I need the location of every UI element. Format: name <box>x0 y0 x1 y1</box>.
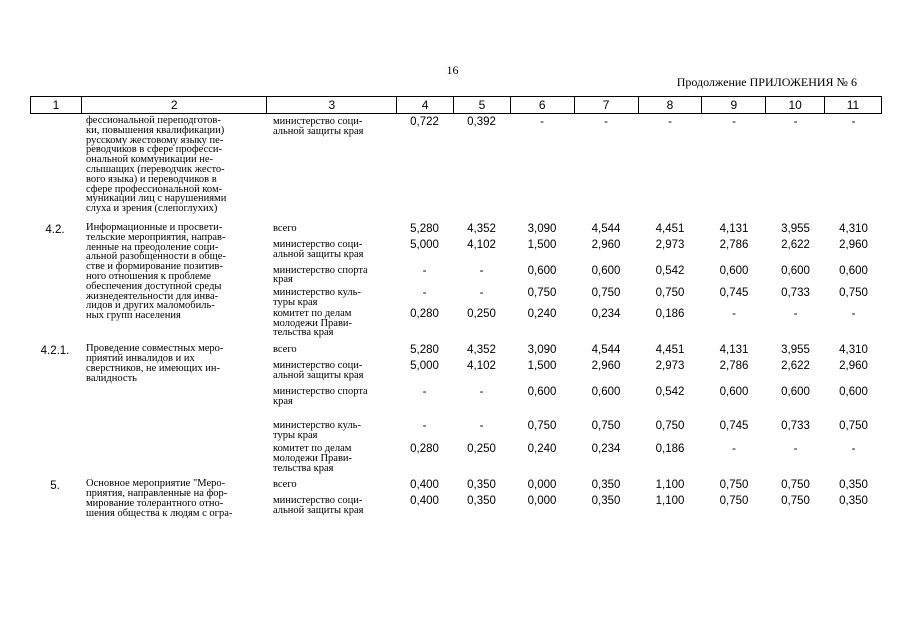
amount-cell: 0,000 <box>527 495 557 508</box>
amount-cell: 0,542 <box>655 264 685 277</box>
amount-cell: 4,544 <box>591 344 621 357</box>
amount-cell: 0,400 <box>410 495 439 508</box>
executor-lines <box>266 479 882 516</box>
amount-cell: 3,955 <box>781 344 810 357</box>
amount-cell: 4,310 <box>839 344 868 357</box>
amount-cell: 0,733 <box>781 420 810 433</box>
amount-cell: 4,451 <box>655 222 685 235</box>
amount-cell: 0,350 <box>839 479 868 492</box>
row-index: 5. <box>50 480 60 493</box>
executor-name: всего <box>273 479 297 491</box>
amount-cell: 0,600 <box>839 264 868 277</box>
column-number-header <box>30 96 882 114</box>
column-header: 2 <box>81 97 267 113</box>
amount-cell: 2,786 <box>719 360 749 373</box>
executor-row <box>266 308 882 338</box>
amount-cell: 0,350 <box>467 479 496 492</box>
amount-cell: 0,750 <box>655 287 685 300</box>
amount-cell: - <box>793 307 798 320</box>
executor-name: всего <box>273 344 297 356</box>
amount-cell: 0,000 <box>527 479 557 492</box>
executor-name: комитет по делам молодежи Прави- тельства края <box>273 442 353 474</box>
amount-cell: - <box>668 116 672 128</box>
amount-cell: 1,500 <box>527 360 557 373</box>
amount-cell: - <box>732 116 736 128</box>
amount-cell: 1,100 <box>655 495 685 508</box>
amount-cell: 0,750 <box>655 420 685 433</box>
row-index: 4.2. <box>45 223 65 236</box>
amount-cell: 0,250 <box>467 442 496 455</box>
column-header: 7 <box>574 97 638 113</box>
amount-cell: - <box>732 442 736 455</box>
amount-cell: 2,973 <box>655 238 685 251</box>
executor-name: министерство соци- альной защиты края <box>273 116 364 137</box>
amount-cell: 2,960 <box>591 238 621 251</box>
amount-cell: 0,600 <box>781 264 810 277</box>
amount-cell: 0,542 <box>655 385 685 398</box>
column-header: 10 <box>765 97 824 113</box>
amount-cell: 4,102 <box>467 360 496 373</box>
amount-cell: 4,131 <box>719 222 749 235</box>
amount-cell: 3,090 <box>527 222 557 235</box>
measure-description: фессиональной переподготов- ки, повышения квалификации) русскому жестовому языку пе- реводчиков в сфере професси- ональной коммуникации не- слышащих (переводчик жесто- вого языка) и переводчиков в сфере профессиональной ком- муникации лиц с нарушениями слуха и зрения (слепоглухих) <box>86 115 227 215</box>
amount-cell: 5,280 <box>410 222 439 235</box>
amount-cell: 4,352 <box>467 344 496 357</box>
executor-lines <box>266 116 882 137</box>
amount-cell: 2,960 <box>839 360 868 373</box>
amount-cell: - <box>851 442 856 455</box>
amount-cell: - <box>422 420 427 433</box>
amount-cell: 5,000 <box>410 360 439 373</box>
amount-cell: 0,750 <box>781 479 810 492</box>
amount-cell: 0,750 <box>527 287 557 300</box>
amount-cell: 0,186 <box>655 307 685 320</box>
amount-cell: 3,090 <box>527 344 557 357</box>
table-row <box>30 114 882 214</box>
amount-cell: 0,750 <box>719 495 749 508</box>
row-index: 4.2.1. <box>40 345 70 358</box>
appendix-continuation-label: Продолжение ПРИЛОЖЕНИЯ № 6 <box>676 75 857 89</box>
executor-lines <box>266 223 882 338</box>
executor-name: министерство соци- альной защиты края <box>273 495 364 517</box>
column-header: 9 <box>701 97 765 113</box>
amount-cell: 4,310 <box>839 222 868 235</box>
table-body <box>30 114 882 519</box>
executor-name: министерство куль- туры края <box>273 420 361 442</box>
amount-cell: 0,350 <box>839 495 868 508</box>
amount-cell: - <box>851 307 856 320</box>
amount-cell: 4,102 <box>467 238 496 251</box>
amount-cell: 1,500 <box>527 238 557 251</box>
amount-cell: 5,280 <box>410 344 439 357</box>
amount-cell: - <box>851 116 856 128</box>
amount-cell: - <box>422 287 427 300</box>
amount-cell: 0,392 <box>467 116 496 128</box>
executor-row <box>266 116 882 137</box>
column-header: 6 <box>510 97 574 113</box>
executor-row <box>266 287 882 308</box>
amount-cell: 0,350 <box>591 479 621 492</box>
executor-name: всего <box>273 222 297 234</box>
executor-name: комитет по делам молодежи Прави- тельства края <box>273 307 353 339</box>
measure-description: Проведение совместных меро- приятий инвалидов и их сверстников, не имеющих ин- валидность <box>86 343 224 384</box>
amount-cell: 0,600 <box>527 264 557 277</box>
amount-cell: 0,750 <box>839 287 868 300</box>
page-number: 16 <box>446 63 459 77</box>
amount-cell: 0,600 <box>719 264 749 277</box>
amount-cell: 0,600 <box>527 385 557 398</box>
amount-cell: 0,240 <box>527 442 557 455</box>
measure-description: Информационные и просвети- тельские мероприятия, направ- ленные на преодоление соци- альной разобщенности в обще- стве и формирование позитив- ного отношения к проблеме обеспечения доступной среды жизнедеятельности для инва- лидов и других маломобиль- ных групп населения <box>86 221 226 322</box>
table-row <box>30 344 882 473</box>
amount-cell: 0,750 <box>591 420 621 433</box>
amount-cell: - <box>479 287 484 300</box>
table-row <box>30 479 882 518</box>
executor-row <box>266 360 882 381</box>
executor-name: министерство соци- альной защиты края <box>273 238 364 260</box>
executor-row <box>266 443 882 473</box>
amount-cell: 0,280 <box>410 307 439 320</box>
column-header: 5 <box>453 97 510 113</box>
amount-cell: 0,250 <box>467 307 496 320</box>
budget-table <box>30 96 882 519</box>
executor-row <box>266 344 882 357</box>
executor-row <box>266 495 882 516</box>
amount-cell: - <box>422 385 427 398</box>
column-header: 8 <box>638 97 702 113</box>
amount-cell: 2,786 <box>719 238 749 251</box>
amount-cell: - <box>479 264 484 277</box>
amount-cell: 4,451 <box>655 344 685 357</box>
amount-cell: 0,240 <box>527 307 557 320</box>
column-header: 4 <box>396 97 453 113</box>
amount-cell: 0,745 <box>719 287 749 300</box>
amount-cell: 0,745 <box>719 420 749 433</box>
amount-cell: 0,750 <box>839 420 868 433</box>
row-index <box>30 116 80 117</box>
amount-cell: 0,234 <box>591 307 621 320</box>
executor-row <box>266 265 882 286</box>
amount-cell: 0,234 <box>591 442 621 455</box>
amount-cell: 2,960 <box>591 360 621 373</box>
amount-cell: 0,600 <box>591 385 621 398</box>
amount-cell: 0,350 <box>591 495 621 508</box>
amount-cell: 0,350 <box>467 495 496 508</box>
amount-cell: 0,722 <box>410 116 439 128</box>
amount-cell: 0,750 <box>527 420 557 433</box>
amount-cell: - <box>793 442 798 455</box>
amount-cell: 5,000 <box>410 238 439 251</box>
amount-cell: 0,280 <box>410 442 439 455</box>
amount-cell: - <box>732 307 736 320</box>
amount-cell: 0,750 <box>719 479 749 492</box>
amount-cell: 0,600 <box>781 385 810 398</box>
amount-cell: - <box>793 116 798 128</box>
amount-cell: 1,100 <box>655 479 685 492</box>
amount-cell: - <box>479 385 484 398</box>
amount-cell: - <box>604 116 608 128</box>
amount-cell: 0,750 <box>591 287 621 300</box>
executor-row <box>266 386 882 407</box>
amount-cell: - <box>540 116 544 128</box>
executor-name: министерство спорта края <box>273 264 368 286</box>
amount-cell: 0,600 <box>839 385 868 398</box>
amount-cell: 4,544 <box>591 222 621 235</box>
amount-cell: 0,400 <box>410 479 439 492</box>
amount-cell: 0,733 <box>781 287 810 300</box>
amount-cell: 4,352 <box>467 222 496 235</box>
executor-row <box>266 223 882 236</box>
column-header: 1 <box>52 98 60 112</box>
amount-cell: 2,622 <box>781 238 810 251</box>
amount-cell: 3,955 <box>781 222 810 235</box>
column-header: 11 <box>824 97 881 113</box>
amount-cell: - <box>479 420 484 433</box>
executor-name: министерство спорта края <box>273 385 368 407</box>
amount-cell: 0,186 <box>655 442 685 455</box>
column-header: 3 <box>266 97 396 113</box>
amount-cell: 2,960 <box>839 238 868 251</box>
amount-cell: - <box>422 264 427 277</box>
table-row <box>30 223 882 338</box>
amount-cell: 0,600 <box>591 264 621 277</box>
amount-cell: 0,750 <box>781 495 810 508</box>
amount-cell: 4,131 <box>719 344 749 357</box>
executor-row <box>266 420 882 441</box>
amount-cell: 0,600 <box>719 385 749 398</box>
executor-lines <box>266 344 882 473</box>
executor-name: министерство соци- альной защиты края <box>273 360 364 381</box>
measure-description: Основное мероприятие "Меро- приятия, направленные на фор- мирование толерантного отно- шения общества к людям с огра- <box>86 478 233 519</box>
executor-row <box>266 479 882 492</box>
executor-name: министерство куль- туры края <box>273 287 361 308</box>
amount-cell: 2,622 <box>781 360 810 373</box>
executor-row <box>266 239 882 260</box>
amount-cell: 2,973 <box>655 360 685 373</box>
